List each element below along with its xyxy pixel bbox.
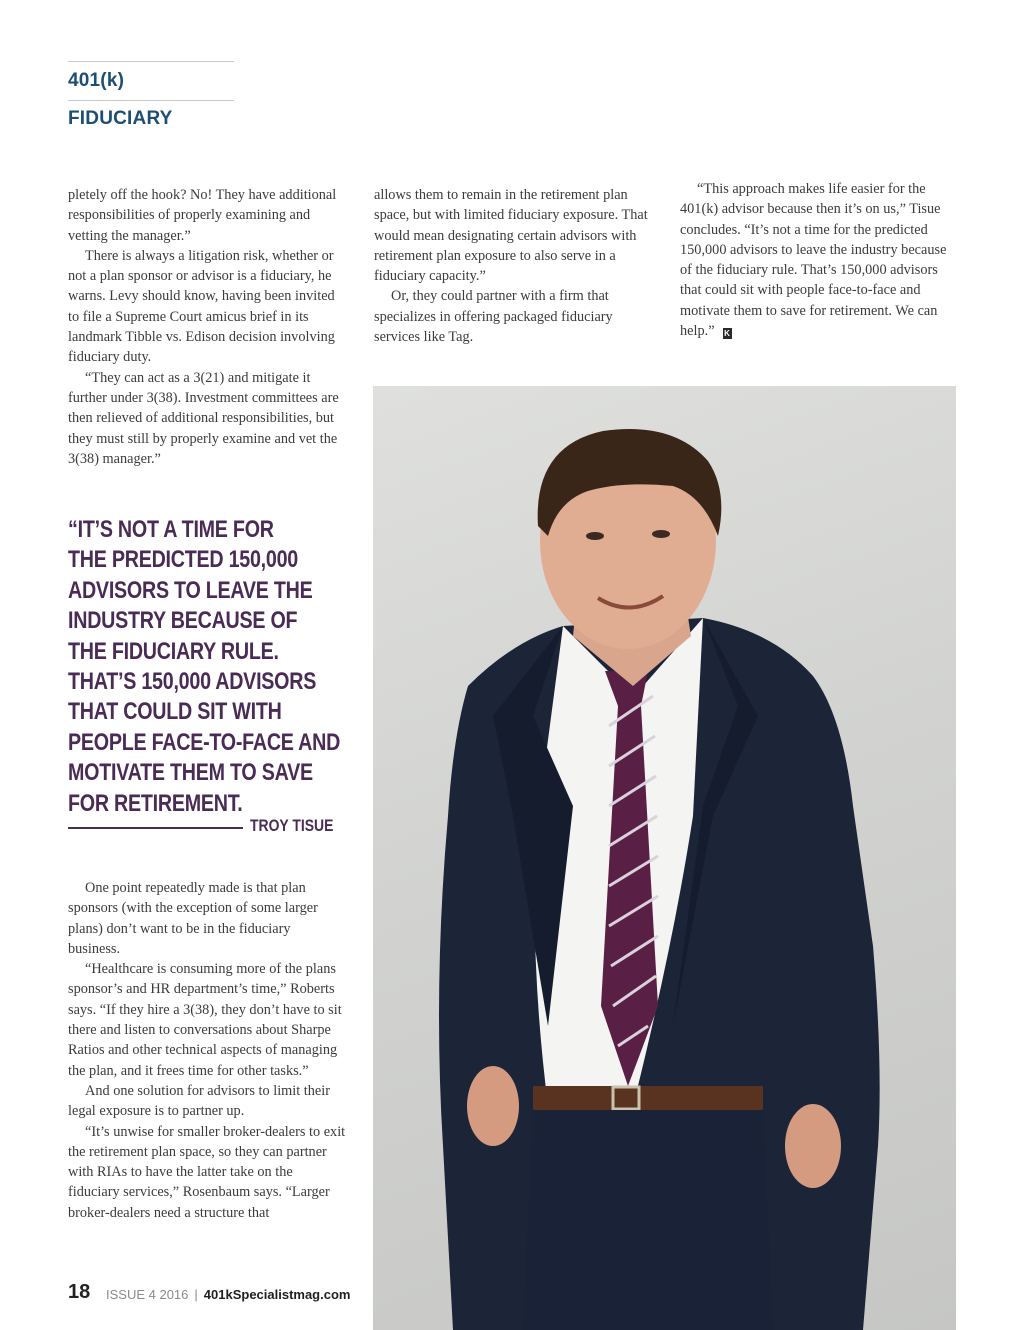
issue-label: ISSUE 4 2016 bbox=[106, 1287, 189, 1302]
pull-quote-line: MOTIVATE THEM TO SAVE bbox=[68, 759, 313, 787]
paragraph: pletely off the hook? No! They have additional responsibilities of properly examining and vetting the manager.” bbox=[68, 187, 337, 244]
pull-quote-line: THE FIDUCIARY RULE. bbox=[68, 637, 279, 665]
paragraph: There is always a litigation risk, whether or not a plan sponsor or advisor is a fiduciary, he warns. Levy should know, having been invited to file a Supreme Court amicus brief in its landmark Tibble vs. Edison decision involving fiduciary duty. bbox=[68, 247, 335, 366]
paragraph-text: “This approach makes life easier for the 401(k) advisor because then it’s on us,” Tisue concludes. “It’s not a time for the predicted 150,000 advisors to leave the industry because of the fiduciary rule. That’s 150,000 advisors that could sit with people face-to-face and motivate them to save for retirement. We can help.” bbox=[680, 181, 947, 340]
footer-separator: | bbox=[194, 1287, 198, 1302]
pull-quote-line: PEOPLE FACE-TO-FACE AND bbox=[68, 728, 341, 756]
end-of-article-mark: K bbox=[724, 329, 730, 339]
article-column-1-bottom bbox=[68, 878, 346, 1223]
footer-issue-info bbox=[106, 1287, 350, 1302]
page-number: 18 bbox=[68, 1281, 91, 1303]
website-link[interactable]: 401kSpecialistmag.com bbox=[203, 1287, 351, 1302]
section-label: 401(k) FIDUCIARY bbox=[68, 61, 234, 101]
paragraph: “It’s unwise for smaller broker-dealers to exit the retirement plan space, so they can partner with RIAs to have the latter take on the fiduciary services,” Rosenbaum says. “Larger broker-dealers need a structure that bbox=[68, 1123, 346, 1221]
paragraph: allows them to remain in the retirement plan space, but with limited fiduciary exposure. That would mean designating certain advisors with retirement plan exposure to also serve in a fiduciary capacity.” bbox=[374, 187, 648, 285]
pull-quote bbox=[68, 515, 341, 819]
paragraph bbox=[680, 179, 956, 341]
pull-quote-line: THE PREDICTED 150,000 bbox=[68, 546, 298, 574]
paragraph: Or, they could partner with a firm that specializes in offering packaged fiduciary services like Tag. bbox=[374, 288, 613, 346]
article-column-1-top bbox=[68, 185, 346, 469]
portrait-illustration bbox=[373, 386, 956, 1330]
pull-quote-rule bbox=[68, 827, 243, 829]
pull-quote-attribution: TROY TISUE bbox=[250, 816, 334, 835]
paragraph: One point repeatedly made is that plan sponsors (with the exception of some larger plans) don’t want to be in the fiduciary business. bbox=[68, 880, 318, 957]
paragraph: “They can act as a 3(21) and mitigate it further under 3(38). Investment committees are then relieved of additional responsibilities, but they must still by properly examine and vet the 3(38) manager.” bbox=[68, 369, 339, 467]
pull-quote-line: THAT COULD SIT WITH bbox=[68, 698, 282, 726]
paragraph: And one solution for advisors to limit their legal exposure is to partner up. bbox=[68, 1082, 331, 1120]
article-column-3 bbox=[680, 179, 956, 341]
article-column-2 bbox=[374, 185, 650, 347]
pull-quote-line: “IT’S NOT A TIME FOR bbox=[68, 516, 274, 543]
portrait-photo bbox=[373, 386, 956, 1330]
pull-quote-line: FOR RETIREMENT. bbox=[68, 789, 243, 817]
paragraph: “Healthcare is consuming more of the plans sponsor’s and HR department’s time,” Roberts says. “If they hire a 3(38), they don’t have to sit there and listen to conversations about Sharpe Ratios and other technical aspects of managing the plan, and it frees time for other tasks.” bbox=[68, 961, 342, 1079]
pull-quote-line: THAT’S 150,000 ADVISORS bbox=[68, 668, 317, 696]
pull-quote-line: INDUSTRY BECAUSE OF bbox=[68, 607, 298, 635]
pull-quote-line: ADVISORS TO LEAVE THE bbox=[68, 576, 313, 604]
